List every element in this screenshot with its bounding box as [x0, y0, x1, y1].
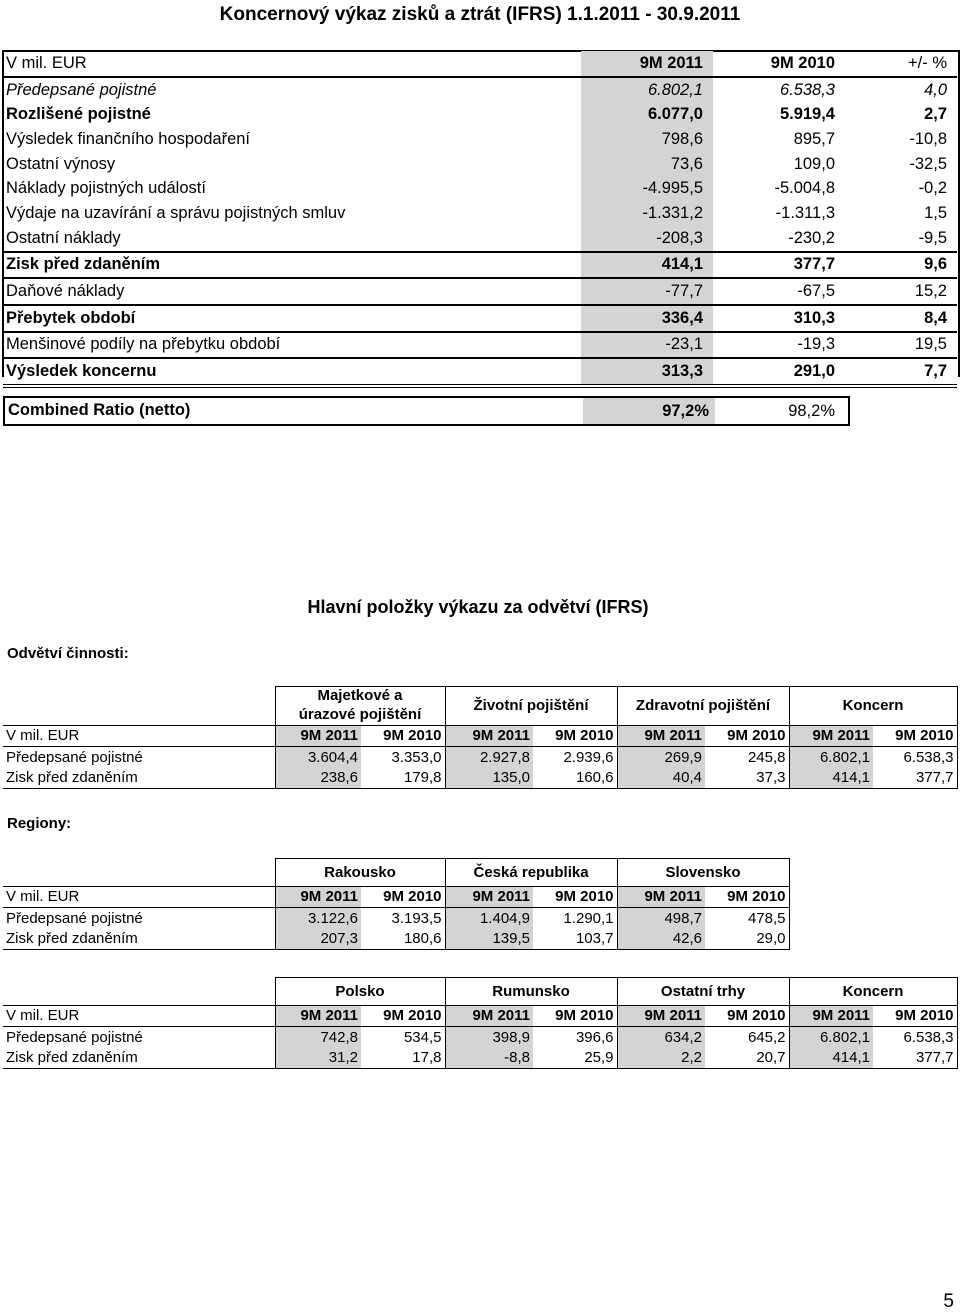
value-change: -10,8: [909, 129, 947, 148]
value-2010: -67,5: [713, 278, 845, 305]
row-label: Výsledek koncernu: [3, 358, 581, 386]
value-cell: 1.290,1: [533, 908, 617, 929]
value-cell: 498,7: [617, 908, 705, 929]
value-2011: 798,6: [581, 127, 713, 152]
table-row: [3, 908, 789, 929]
row-label: Zisk před zdaněním: [3, 252, 581, 279]
row-label: Předepsané pojistné: [3, 747, 275, 768]
value-2010: 377,7: [713, 252, 845, 279]
table-row: [3, 176, 957, 201]
value-change: 15,2: [845, 278, 957, 305]
value-cell: 534,5: [361, 1027, 445, 1048]
table-row: [3, 226, 957, 252]
value-cell: 3.604,4: [275, 747, 361, 768]
value-cell: 25,9: [533, 1048, 617, 1069]
value-cell: 3.122,6: [275, 908, 361, 929]
value-cell: 377,7: [873, 768, 957, 789]
value-change: 8,4: [845, 305, 957, 332]
regions-table-2: [3, 977, 958, 1069]
table-row: [3, 252, 957, 279]
value-cell: 6.802,1: [789, 1027, 873, 1048]
value-cell: 20,7: [705, 1048, 789, 1069]
table-row: [3, 77, 957, 103]
value-cell: 396,6: [533, 1027, 617, 1048]
col-header-2011: 9M 2011: [789, 1005, 873, 1027]
value-2010: -230,2: [788, 228, 835, 247]
value-cell: 3.193,5: [361, 908, 445, 929]
value-2010: 310,3: [713, 305, 845, 332]
value-cell: -8,8: [445, 1048, 533, 1069]
unit-header: V mil. EUR: [6, 53, 87, 72]
value-cell: 135,0: [445, 768, 533, 789]
value-cell: 634,2: [617, 1027, 705, 1048]
col-header-2011: 9M 2011: [617, 1005, 705, 1027]
col-header-2011: 9M 2011: [789, 725, 873, 747]
group-header: Ostatní trhy: [617, 978, 789, 1006]
value-cell: 269,9: [617, 747, 705, 768]
group-header: Koncern: [789, 978, 957, 1006]
value-cell: 414,1: [789, 1048, 873, 1069]
group-header-row: [3, 978, 957, 1006]
col-header-2010: 9M 2010: [533, 725, 617, 747]
value-cell: 1.404,9: [445, 908, 533, 929]
group-header-row: [3, 859, 789, 887]
group-header: Rakousko: [275, 859, 445, 887]
group-header-line: Majetkové a: [317, 687, 403, 704]
value-cell: 245,8: [705, 747, 789, 768]
col-header-2011: 9M 2011: [275, 886, 361, 908]
period-header-row: [3, 725, 957, 747]
page-number: 5: [943, 1291, 954, 1312]
group-header: Polsko: [275, 978, 445, 1006]
value-2011: 414,1: [581, 252, 713, 279]
value-cell: 742,8: [275, 1027, 361, 1048]
col-header-2011: 9M 2011: [445, 1005, 533, 1027]
combined-ratio-2011: 97,2%: [583, 398, 715, 424]
regions-table-1: [3, 858, 790, 950]
value-2010: -1.311,3: [775, 203, 835, 222]
value-cell: 2.939,6: [533, 747, 617, 768]
value-cell: 180,6: [361, 929, 445, 950]
col-header-2011: 9M 2011: [617, 725, 705, 747]
col-header-2010: 9M 2010: [361, 1005, 445, 1027]
table-row: [3, 768, 957, 789]
value-cell: 478,5: [705, 908, 789, 929]
value-cell: 42,6: [617, 929, 705, 950]
col-header-2010: 9M 2010: [533, 1005, 617, 1027]
col-header-2011: 9M 2011: [275, 725, 361, 747]
value-cell: 40,4: [617, 768, 705, 789]
value-2011: 336,4: [581, 305, 713, 332]
value-cell: 377,7: [873, 1048, 957, 1069]
row-label: Předepsané pojistné: [3, 1027, 275, 1048]
table-row: [3, 305, 957, 332]
lines-section-label: Odvětví činnosti:: [7, 645, 129, 662]
value-2011: -208,3: [581, 226, 713, 252]
unit-label: V mil. EUR: [3, 886, 275, 908]
value-2011: -23,1: [581, 332, 713, 359]
income-statement-table: [3, 51, 957, 388]
group-header-row: [3, 687, 957, 726]
row-label: Výsledek finančního hospodaření: [6, 129, 251, 148]
group-header: Rumunsko: [445, 978, 617, 1006]
value-cell: 139,5: [445, 929, 533, 950]
regions-section-label: Regiony:: [7, 815, 72, 832]
table-row: [3, 332, 957, 359]
table-row: [3, 201, 957, 226]
group-header: Česká republika: [445, 859, 617, 887]
col-header-2010: 9M 2010: [873, 725, 957, 747]
segments-title: [0, 597, 960, 618]
value-2011: 6.077,0: [581, 102, 713, 127]
group-header: Životní pojištění: [445, 687, 617, 726]
table-row: [3, 127, 957, 152]
col-header-2011: 9M 2011: [445, 725, 533, 747]
value-change: 9,6: [845, 252, 957, 279]
value-2011: 313,3: [581, 358, 713, 386]
row-label: Zisk před zdaněním: [3, 929, 275, 950]
unit-label: V mil. EUR: [3, 1005, 275, 1027]
row-label: Přebytek období: [3, 305, 581, 332]
row-label: Zisk před zdaněním: [3, 1048, 275, 1069]
value-2011: 73,6: [581, 152, 713, 177]
value-cell: 6.538,3: [873, 1027, 957, 1048]
row-label: Zisk před zdaněním: [3, 768, 275, 789]
value-2010: 895,7: [793, 129, 835, 148]
col-header-2010: 9M 2010: [361, 886, 445, 908]
col-header-2010: 9M 2010: [770, 53, 835, 72]
value-cell: 103,7: [533, 929, 617, 950]
value-2010: 5.919,4: [779, 105, 835, 124]
value-change: 1,5: [924, 203, 947, 222]
col-header-2010: 9M 2010: [533, 886, 617, 908]
value-cell: 6.802,1: [789, 747, 873, 768]
period-header-row: [3, 886, 789, 908]
value-cell: 2,2: [617, 1048, 705, 1069]
col-header-2010: 9M 2010: [705, 1005, 789, 1027]
group-header: Slovensko: [617, 859, 789, 887]
col-header-2011: 9M 2011: [617, 886, 705, 908]
value-change: 19,5: [845, 332, 957, 359]
unit-label: V mil. EUR: [3, 725, 275, 747]
row-label: Daňové náklady: [3, 278, 581, 305]
table-row: [3, 102, 957, 127]
value-cell: 238,6: [275, 768, 361, 789]
group-header: Zdravotní pojištění: [617, 687, 789, 726]
value-change: -0,2: [918, 179, 947, 198]
value-cell: 414,1: [789, 768, 873, 789]
table-header-row: [3, 51, 957, 77]
col-header-2011: 9M 2011: [275, 1005, 361, 1027]
value-cell: 31,2: [275, 1048, 361, 1069]
value-cell: 645,2: [705, 1027, 789, 1048]
row-label: Ostatní náklady: [6, 228, 121, 247]
value-change: 7,7: [845, 358, 957, 386]
value-cell: 160,6: [533, 768, 617, 789]
group-header-line: úrazové pojištění: [298, 705, 422, 723]
table-row: [3, 358, 957, 386]
col-header-2011: 9M 2011: [581, 51, 713, 77]
value-change: -9,5: [918, 228, 947, 247]
value-cell: 2.927,8: [445, 747, 533, 768]
segments-title-text: Hlavní položky výkazu za odvětví (IFRS): [307, 597, 649, 617]
value-cell: 179,8: [361, 768, 445, 789]
value-2011: -4.995,5: [581, 176, 713, 201]
value-2010: 291,0: [713, 358, 845, 386]
col-header-change: +/- %: [908, 53, 947, 72]
col-header-2010: 9M 2010: [705, 886, 789, 908]
value-cell: 3.353,0: [361, 747, 445, 768]
table-row: [3, 1027, 957, 1048]
col-header-2010: 9M 2010: [873, 1005, 957, 1027]
combined-ratio-2010: 98,2%: [788, 402, 835, 420]
combined-ratio-box: [3, 396, 850, 426]
table-row: [3, 152, 957, 177]
value-cell: 6.538,3: [873, 747, 957, 768]
col-header-2011: 9M 2011: [445, 886, 533, 908]
group-header: [275, 687, 445, 726]
combined-ratio-label: Combined Ratio (netto): [8, 401, 191, 419]
value-2010: -19,3: [713, 332, 845, 359]
value-change: 2,7: [924, 105, 947, 124]
value-2011: -77,7: [581, 278, 713, 305]
table-row: [3, 1048, 957, 1069]
value-2011: -1.331,2: [581, 201, 713, 226]
table-row: [3, 929, 789, 950]
group-header: Koncern: [789, 687, 957, 726]
row-label: Menšinové podíly na přebytku období: [3, 332, 581, 359]
value-2010: -5.004,8: [774, 179, 835, 198]
row-label: Náklady pojistných událostí: [6, 179, 206, 198]
value-cell: 37,3: [705, 768, 789, 789]
page-title: Koncernový výkaz zisků a ztrát (IFRS) 1.1.2011 - 30.9.2011: [219, 4, 741, 25]
value-2010: 109,0: [793, 154, 835, 173]
row-label: Výdaje na uzavírání a správu pojistných smluv: [6, 203, 346, 222]
value-cell: 29,0: [705, 929, 789, 950]
value-change: -32,5: [909, 154, 947, 173]
value-cell: 207,3: [275, 929, 361, 950]
period-header-row: [3, 1005, 957, 1027]
row-label: Předepsané pojistné: [3, 77, 581, 103]
lines-of-business-table: [3, 686, 958, 789]
col-header-2010: 9M 2010: [705, 725, 789, 747]
value-2011: 6.802,1: [581, 77, 713, 103]
value-change: 4,0: [845, 77, 957, 103]
value-cell: 398,9: [445, 1027, 533, 1048]
row-label: Ostatní výnosy: [6, 154, 116, 173]
value-2010: 6.538,3: [713, 77, 845, 103]
row-label: Rozlišené pojistné: [6, 105, 151, 124]
table-row: [3, 747, 957, 768]
table-row: [3, 278, 957, 305]
row-label: Předepsané pojistné: [3, 908, 275, 929]
value-cell: 17,8: [361, 1048, 445, 1069]
col-header-2010: 9M 2010: [361, 725, 445, 747]
